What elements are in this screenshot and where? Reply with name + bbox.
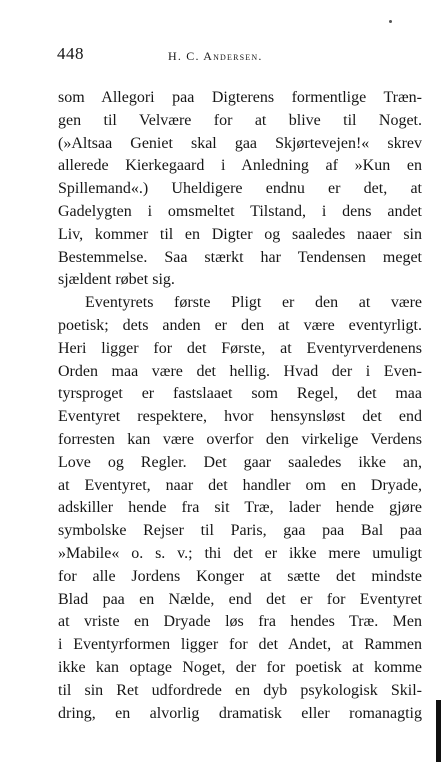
- paragraph-first-line: Eventyrets første Pligt er den at være: [85, 294, 422, 312]
- text-line: til sin Ret udfordrede en dyb psykologisk Skil-: [58, 681, 422, 699]
- text-line: Orden maa være det hellig. Hvad der i Even-: [58, 362, 422, 380]
- text-line: (»Altsaa Geniet skal gaa Skjørtevejen!« skrev: [58, 134, 422, 152]
- text-line: at Eventyret, naar det handler om en Dryade,: [58, 476, 422, 494]
- text-line: Love og Regler. Det gaar saaledes ikke an,: [58, 453, 422, 471]
- body-text: [58, 87, 422, 725]
- text-line: »Mabile« o. s. v.; thi det er ikke mere umuligt: [58, 544, 422, 562]
- text-line: for alle Jordens Konger at sætte det mindste: [58, 567, 422, 585]
- page-number: 448: [57, 44, 84, 63]
- text-line: dring, en alvorlig dramatisk eller romanagtig: [58, 704, 422, 722]
- text-line: Liv, kommer til en Digter og saaledes naaer sin: [58, 225, 422, 243]
- text-line: adskiller hende fra sit Træ, lader hende gjøre: [58, 499, 422, 517]
- text-line: at vriste en Dryade løs fra hendes Træ. Men: [58, 613, 422, 631]
- text-line: gen til Velvære for at blive til Noget.: [58, 111, 422, 129]
- text-line: som Allegori paa Digterens formentlige Træn-: [58, 89, 422, 106]
- scan-edge-mark: [436, 700, 441, 762]
- running-head: H. C. Andersen.: [168, 49, 263, 63]
- text-line: Bestemmelse. Saa stærkt har Tendensen meget: [58, 248, 422, 266]
- text-line: Blad paa en Nælde, end det er for Eventyret: [58, 590, 422, 608]
- text-line: forresten kan være overfor den virkelige Verdens: [58, 430, 422, 448]
- text-line: ikke kan optage Noget, der for poetisk at komme: [58, 658, 422, 676]
- text-line: symbolske Rejser til Paris, gaa paa Bal paa: [58, 522, 422, 540]
- text-line: Eventyret respektere, hvor hensynsløst det end: [58, 408, 422, 426]
- text-line: allerede Kierkegaard i Anledning af »Kun en: [58, 157, 422, 175]
- text-line: Gadelygten i omsmeltet Tilstand, i dens andet: [58, 202, 422, 220]
- text-line: poetisk; dets anden er den at være eventyrligt.: [58, 316, 422, 334]
- text-line: tyrsproget er fastslaaet som Regel, det maa: [58, 385, 422, 403]
- text-line: sjældent røbet sig.: [58, 271, 175, 289]
- text-line: Heri ligger for det Første, at Eventyrverdenens: [58, 339, 422, 357]
- paper-speck: [389, 20, 392, 23]
- text-line: i Eventyrformen ligger for det Andet, at Rammen: [58, 636, 422, 654]
- text-line: Spillemand«.) Uheldigere endnu er det, at: [58, 180, 422, 198]
